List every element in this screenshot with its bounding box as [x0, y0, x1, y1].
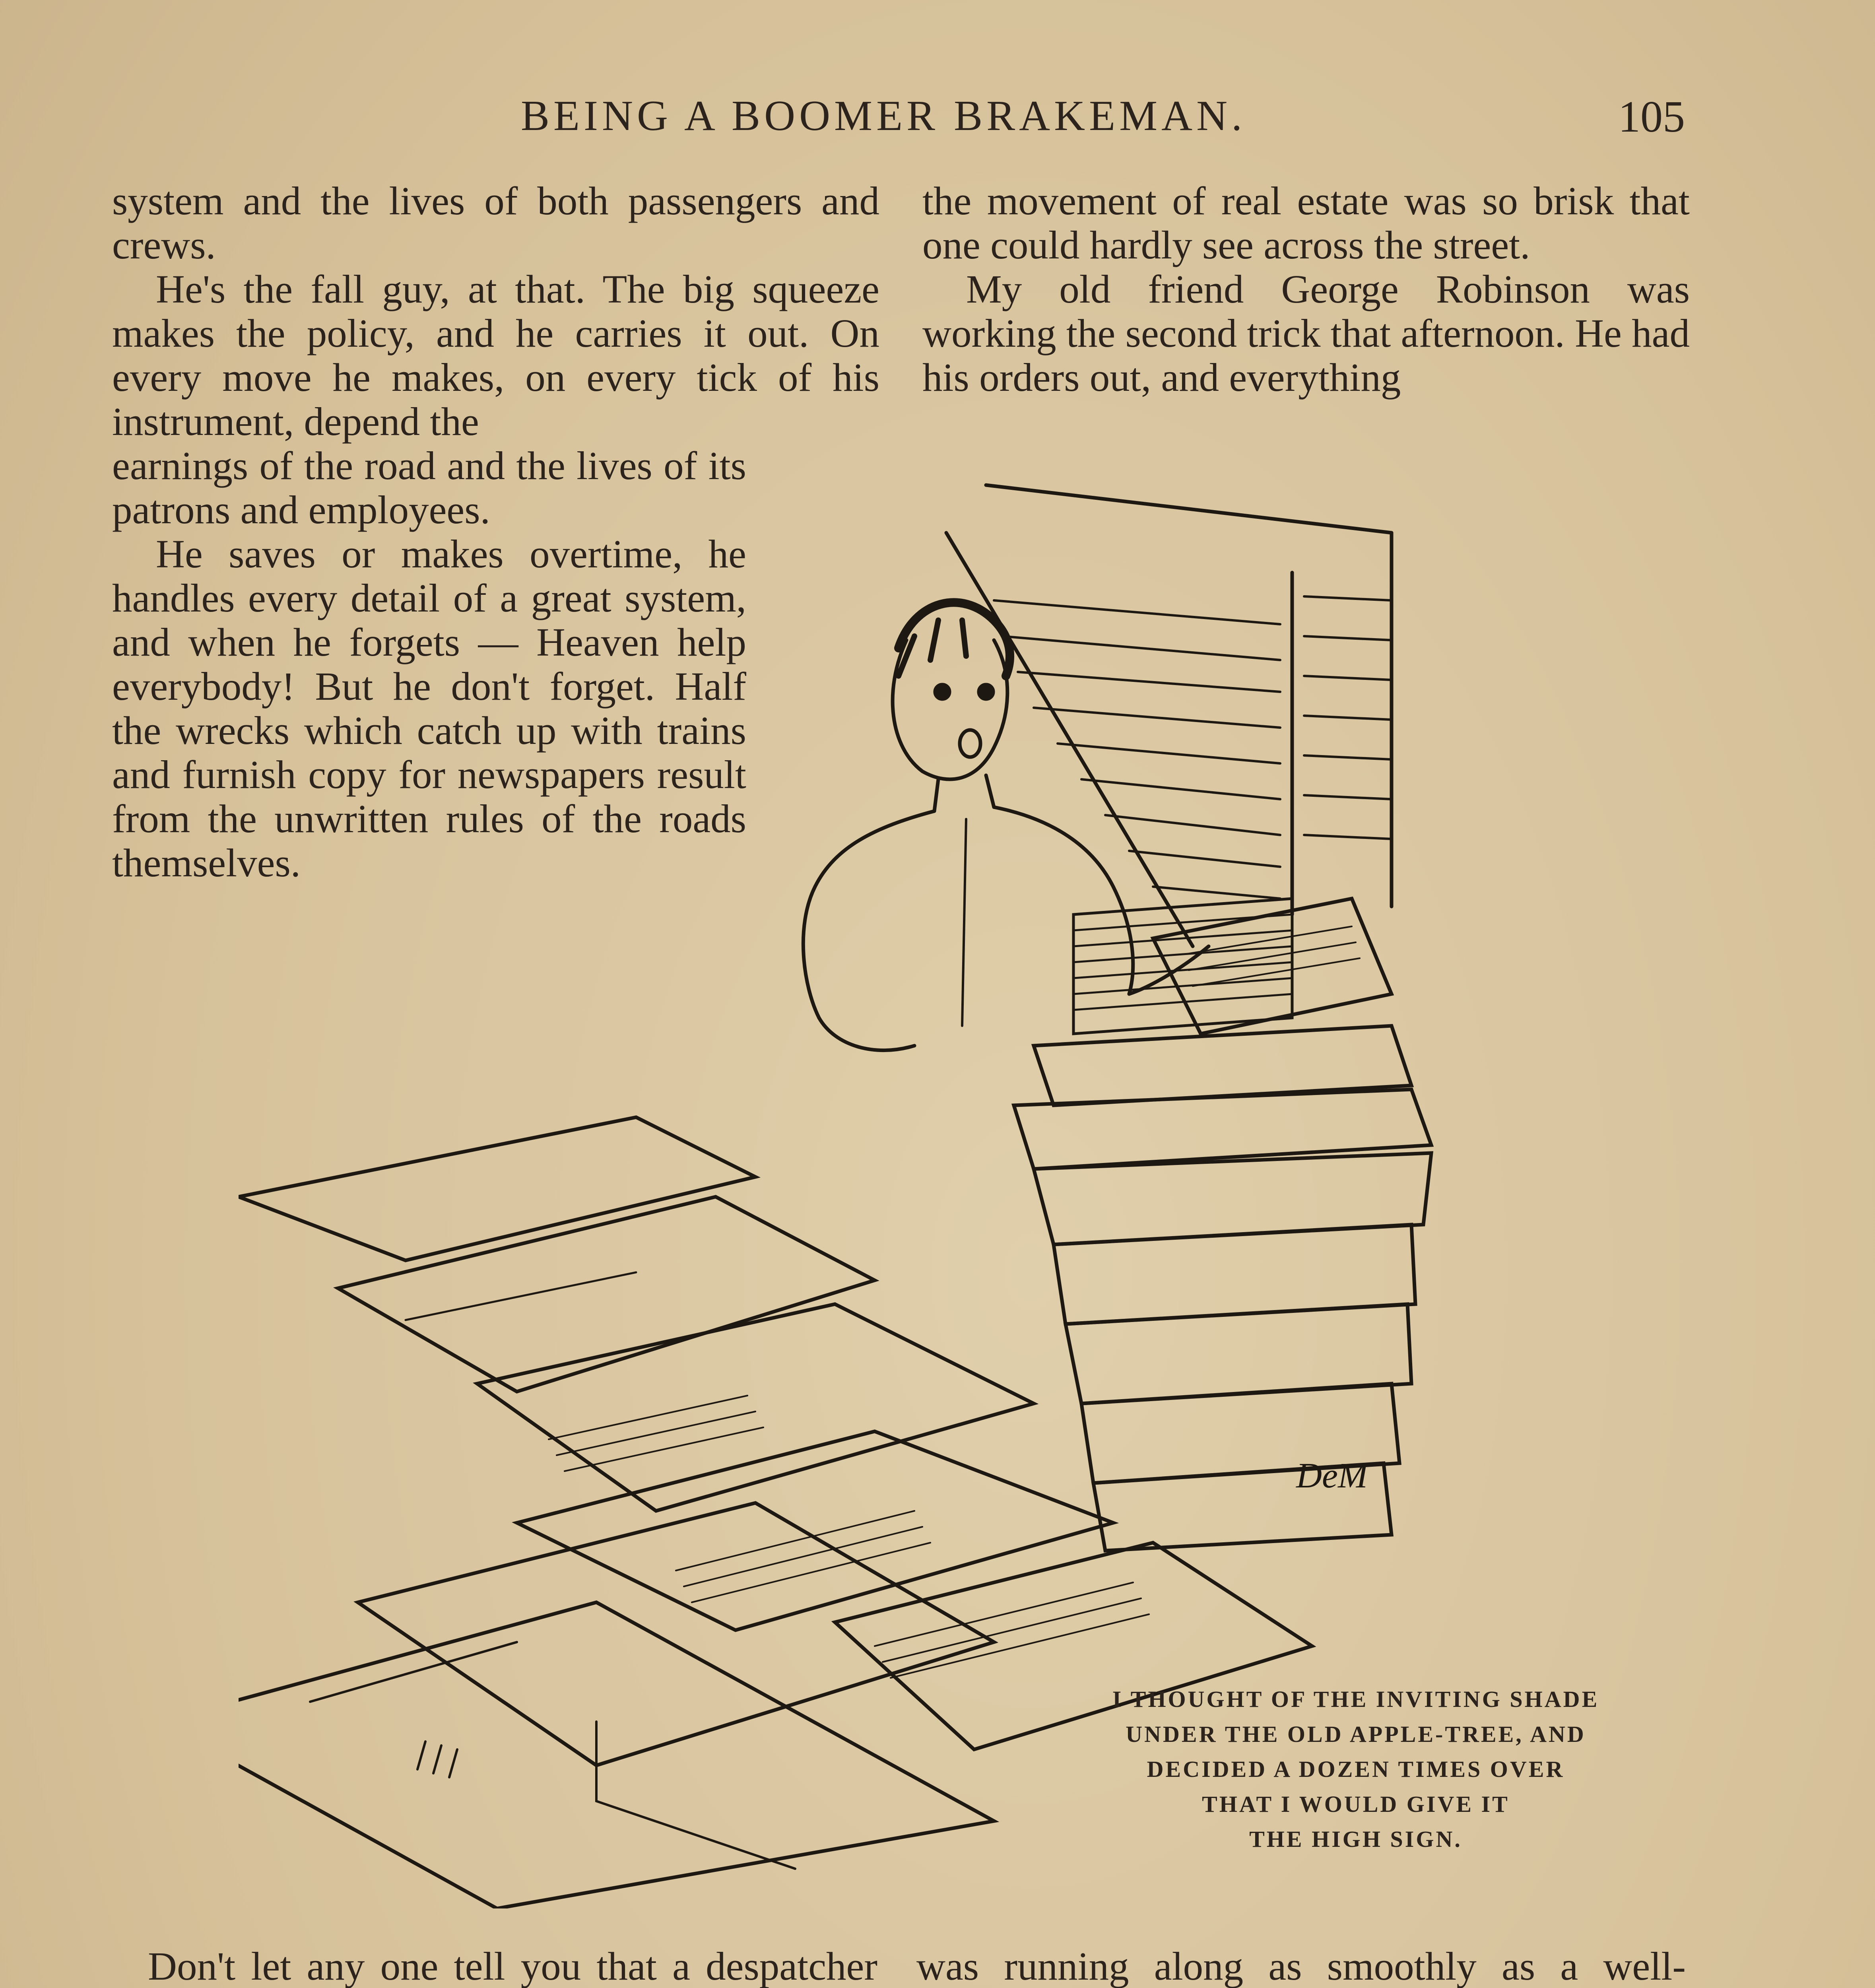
paragraph: My old friend George Robinson was working the second trick that afternoon. He had his orders out, and everything	[922, 267, 1690, 400]
upper-right-column	[922, 179, 1690, 400]
artist-signature: DeM	[1296, 1456, 1368, 1495]
running-title: BEING A BOOMER BRAKEMAN.	[521, 92, 1246, 140]
page-header	[0, 91, 1875, 147]
page-number: 105	[1618, 92, 1685, 142]
caption-line: DECIDED A DOZEN TIMES OVER	[1147, 1756, 1565, 1782]
caption-line: I THOUGHT OF THE INVITING SHADE	[1112, 1686, 1599, 1712]
paragraph: He's the fall guy, at that. The big squeeze makes the policy, and he carries it out. On every move he makes, on every tick of his instrument, depend the	[112, 267, 879, 444]
paragraph: system and the lives of both passengers and crews.	[112, 179, 879, 267]
paragraph: the movement of real estate was so brisk that one could hardly see across the street.	[922, 179, 1690, 267]
paragraph: earnings of the road and the lives of its patrons and employees.	[112, 443, 746, 532]
paragraph: was running along as smoothly as a well-	[916, 1944, 1686, 1988]
lower-right-column	[916, 1944, 1686, 1988]
caption-line: THE HIGH SIGN.	[1249, 1826, 1462, 1852]
caption-line: UNDER THE OLD APPLE-TREE, AND	[1126, 1721, 1586, 1747]
illustration-caption	[1034, 1682, 1678, 1857]
caption-line: THAT I WOULD GIVE IT	[1202, 1791, 1510, 1817]
lower-left-column	[104, 1944, 877, 1988]
paragraph: Don't let any one tell you that a despatcher	[148, 1944, 877, 1988]
paragraph: He saves or makes overtime, he handles every detail of a great system, and when he forgets — Heaven help everybody! But he don't forget. Half the wrecks which catch up with trains and furnish copy for newspapers result from the unwritten rules of the roads themselves.	[112, 532, 746, 885]
